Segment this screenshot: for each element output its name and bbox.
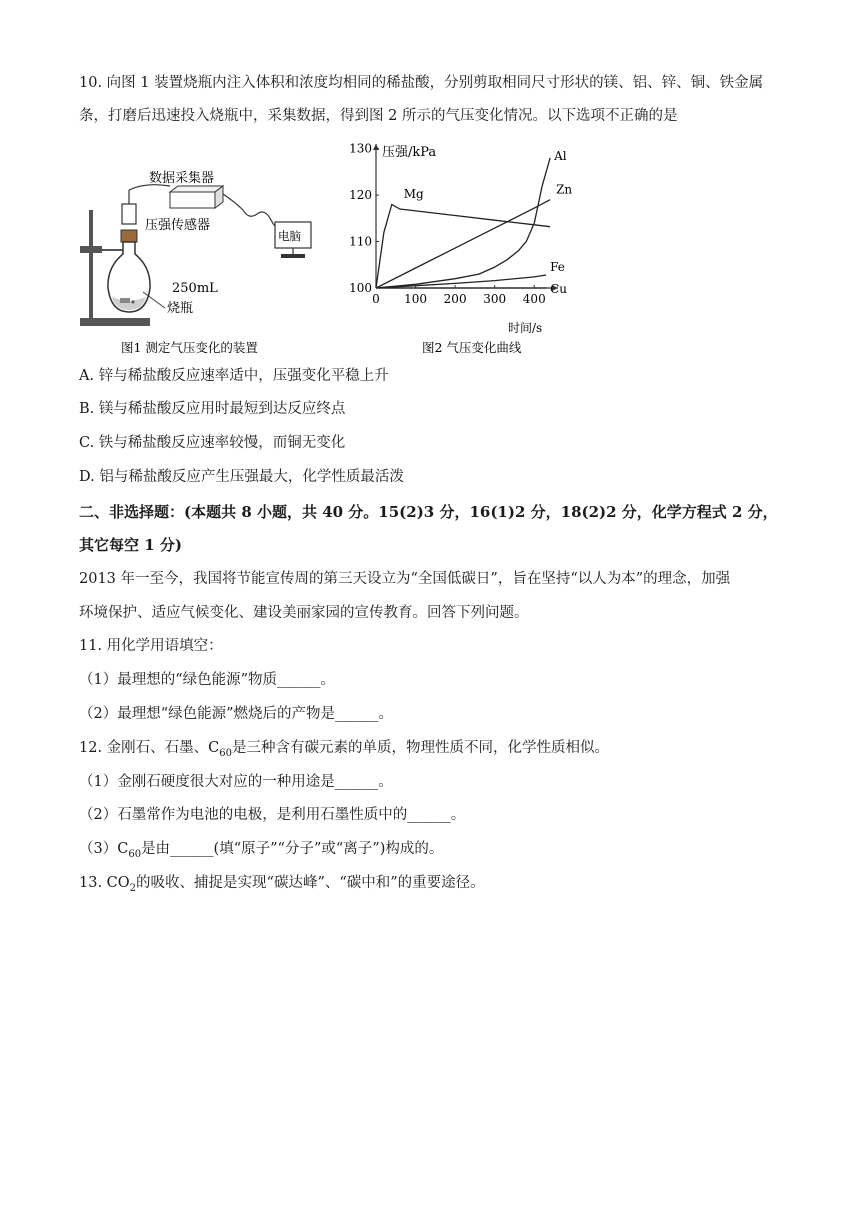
q11-stem: 11. 用化学用语填空： (79, 638, 223, 654)
y-axis-label: 压强/kPa (382, 145, 437, 160)
label-pressure-sensor: 压强传感器 (145, 218, 211, 233)
chart-lines (376, 149, 572, 296)
label-computer: 电脑 (278, 229, 301, 243)
figure1-caption: 图1 测定气压变化的装置 (121, 340, 258, 355)
q12-part1: （1）金刚石硬度很大对应的一种用途是______。 (79, 774, 393, 790)
chart-ticks (349, 142, 546, 306)
figure1-apparatus (75, 142, 335, 360)
chart-axes (373, 144, 558, 291)
figure2-chart (340, 138, 573, 360)
x-tick-label: 200 (443, 292, 467, 306)
q12-stem: 12. 金刚石、石墨、$C_{60}$是三种含有碳元素的单质，物理性质不同，化学性质相似。 (79, 740, 609, 759)
q10-option-b: B. 镁与稀盐酸反应用时最短到达反应终点 (79, 401, 346, 417)
series-label-al: Al (554, 148, 567, 163)
q11-part1: （1）最理想的“绿色能源”物质______。 (79, 672, 336, 688)
label-flask: 烧瓶 (167, 301, 194, 316)
q12-part3: $(3)C_{60}$是由______(填“原子”“分子”或“离子”)构成的。 (79, 841, 444, 860)
x-tick-label: 100 (404, 292, 428, 306)
series-label-cu: Cu (550, 282, 568, 296)
q12-part2: （2）石墨常作为电池的电极，是利用石墨性质中的______。 (79, 807, 466, 823)
stand-rod (89, 210, 93, 320)
computer-cable (223, 194, 280, 230)
stopper (121, 230, 137, 242)
x-axis-label: 时间/s (508, 321, 543, 335)
q10-option-d: D. 铝与稀盐酸反应产生压强最大，化学性质最活泼 (79, 469, 404, 485)
y-tick-label: 110 (349, 234, 372, 249)
y-tick-label: 130 (349, 141, 372, 156)
series-label-zn: Zn (556, 182, 573, 197)
x-tick-label: 400 (522, 292, 546, 306)
section2-heading-line1: 二、非选择题：(本题共 8 小题，共 40 分。15(2)3 分，16(1)2 分，18(2)2 分，化学方程式 2 分， (79, 503, 778, 521)
section2-intro-line1: 2013 年一至今，我国将节能宣传周的第三天设立为“全国低碳日”，旨在坚持“以人为本”的理念，加强 (79, 571, 731, 587)
q13-stem: 13. $CO_2$的吸收、捕捉是实现“碳达峰”、“碳中和”的重要途径。 (79, 875, 485, 894)
monitor-stand (281, 254, 305, 258)
series-label-fe: Fe (550, 259, 565, 274)
q10-option-a: A. 锌与稀盐酸反应速率适中，压强变化平稳上升 (79, 368, 389, 384)
section2-heading-line2: 其它每空 1 分) (79, 536, 182, 554)
y-tick-label: 100 (349, 281, 372, 295)
data-collector-box (170, 186, 223, 208)
x-tick-label: 300 (483, 292, 507, 306)
section2-intro-line2: 环境保护、适应气候变化、建设美丽家园的宣传教育。回答下列问题。 (79, 605, 529, 621)
q10-option-c: C. 铁与稀盐酸反应速率较慢，而铜无变化 (79, 435, 346, 451)
q11-part2: （2）最理想“绿色能源”燃烧后的产物是______。 (79, 706, 394, 722)
y-tick-label: 120 (349, 188, 372, 203)
series-label-mg: Mg (403, 187, 424, 202)
label-volume: 250mL (172, 281, 218, 296)
pressure-sensor (122, 204, 136, 224)
label-data-collector: 数据采集器 (149, 171, 215, 186)
x-tick-label: 0 (372, 292, 380, 306)
q10-stem-line2: 条，打磨后迅速投入烧瓶中，采集数据，得到图 2 所示的气压变化情况。以下选项不正确的是 (79, 108, 678, 124)
q10-stem-line1: 10. 向图 1 装置烧瓶内注入体积和浓度均相同的稀盐酸，分别剪取相同尺寸形状的镁、铝、锌、铜、铁金属 (79, 75, 764, 91)
figure2-caption: 图2 气压变化曲线 (422, 340, 522, 355)
